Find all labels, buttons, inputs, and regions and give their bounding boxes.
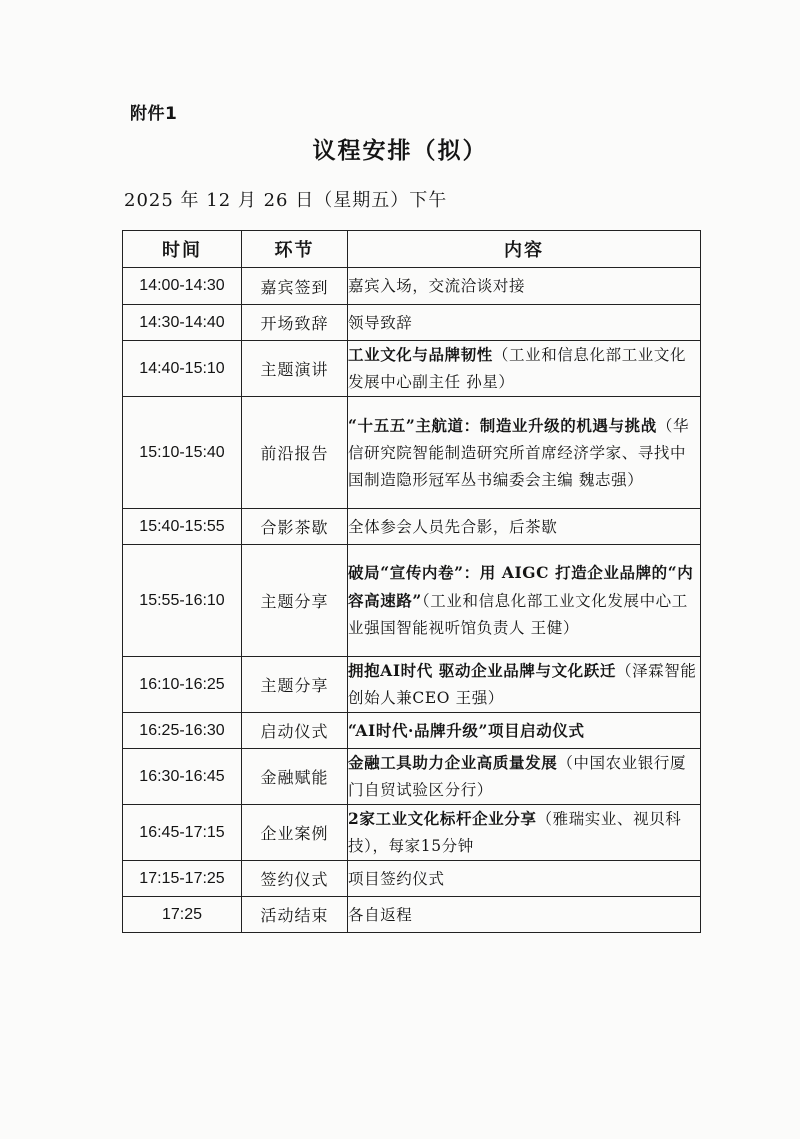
column-header-segment: 环节: [242, 231, 348, 268]
row-content-text: （工业和信息化部工业文化发展中心工业强国智能视听馆负责人 王健）: [348, 592, 688, 637]
row-segment: 主题分享: [242, 657, 348, 713]
table-row: [123, 805, 701, 861]
agenda-table: [122, 230, 701, 933]
row-content-bold: 工业文化与品牌韧性: [348, 345, 493, 364]
row-content: [348, 509, 701, 545]
row-content: [348, 545, 701, 657]
row-time: 15:55-16:10: [123, 545, 242, 657]
attachment-label: 附件1: [130, 104, 178, 124]
row-content-bold: 拥抱AI时代 驱动企业品牌与文化跃迁: [348, 661, 616, 680]
table-row: [123, 509, 701, 545]
row-segment: 主题分享: [242, 545, 348, 657]
table-row: [123, 657, 701, 713]
row-time: 14:40-15:10: [123, 341, 242, 397]
table-row: [123, 268, 701, 305]
table-row: [123, 305, 701, 341]
row-content-text: 各自返程: [348, 905, 413, 924]
row-segment: 前沿报告: [242, 397, 348, 509]
row-content-text: （泽霖智能创始人兼CEO 王强）: [348, 662, 697, 707]
row-content: [348, 713, 701, 749]
row-time: 16:10-16:25: [123, 657, 242, 713]
row-content: [348, 397, 701, 509]
row-segment: 金融赋能: [242, 749, 348, 805]
row-content-text: 领导致辞: [348, 313, 413, 332]
row-content: [348, 805, 701, 861]
table-row: [123, 861, 701, 897]
row-segment: 企业案例: [242, 805, 348, 861]
row-time: 17:15-17:25: [123, 861, 242, 897]
row-content: [348, 305, 701, 341]
table-row: [123, 897, 701, 933]
row-content: [348, 861, 701, 897]
row-time: 14:00-14:30: [123, 268, 242, 305]
row-segment: 合影茶歇: [242, 509, 348, 545]
row-content-bold: “十五五”主航道：制造业升级的机遇与挑战: [348, 415, 657, 435]
row-content-bold: 金融工具助力企业高质量发展: [348, 753, 558, 772]
table-row: [123, 341, 701, 397]
row-time: 16:25-16:30: [123, 713, 242, 749]
table-header-row: [123, 231, 701, 268]
row-time: 16:30-16:45: [123, 749, 242, 805]
row-time: 15:40-15:55: [123, 509, 242, 545]
row-content: [348, 268, 701, 305]
page-title: 议程安排（拟）: [312, 138, 488, 164]
row-time: 14:30-14:40: [123, 305, 242, 341]
column-header-content: 内容: [348, 231, 701, 268]
row-time: 17:25: [123, 897, 242, 933]
row-segment: 活动结束: [242, 897, 348, 933]
row-content-bold: 2家工业文化标杆企业分享: [348, 809, 537, 828]
table-row: [123, 713, 701, 749]
row-content-bold: 破局“宣传内卷”：用 AIGC 打造企业品牌的“内容高速路”: [348, 563, 694, 610]
row-segment: 开场致辞: [242, 305, 348, 341]
row-content-text: （雅瑞实业、视贝科技），每家15分钟: [348, 810, 682, 855]
row-content-text: （中国农业银行厦门自贸试验区分行）: [348, 754, 687, 799]
row-segment: 签约仪式: [242, 861, 348, 897]
row-content-bold: “AI时代·品牌升级”项目启动仪式: [348, 720, 585, 740]
row-content-text: 项目签约仪式: [348, 869, 445, 888]
row-segment: 嘉宾签到: [242, 268, 348, 305]
table-row: [123, 545, 701, 657]
column-header-time: 时间: [123, 231, 242, 268]
row-content: [348, 341, 701, 397]
row-content: [348, 749, 701, 805]
row-time: 15:10-15:40: [123, 397, 242, 509]
row-content: [348, 657, 701, 713]
row-content: [348, 897, 701, 933]
row-time: 16:45-17:15: [123, 805, 242, 861]
table-row: [123, 749, 701, 805]
agenda-date: 2025 年 12 月 26 日（星期五）下午: [124, 190, 448, 211]
table-row: [123, 397, 701, 509]
row-content-text: 全体参会人员先合影，后茶歇: [348, 517, 558, 536]
row-content-text: （华信研究院智能制造研究所首席经济学家、寻找中国制造隐形冠军丛书编委会主编 魏志强）: [348, 416, 690, 489]
row-content-text: （工业和信息化部工业文化发展中心副主任 孙星）: [348, 346, 687, 391]
row-content-text: 嘉宾入场，交流洽谈对接: [348, 277, 526, 295]
row-segment: 主题演讲: [242, 341, 348, 397]
row-segment: 启动仪式: [242, 713, 348, 749]
